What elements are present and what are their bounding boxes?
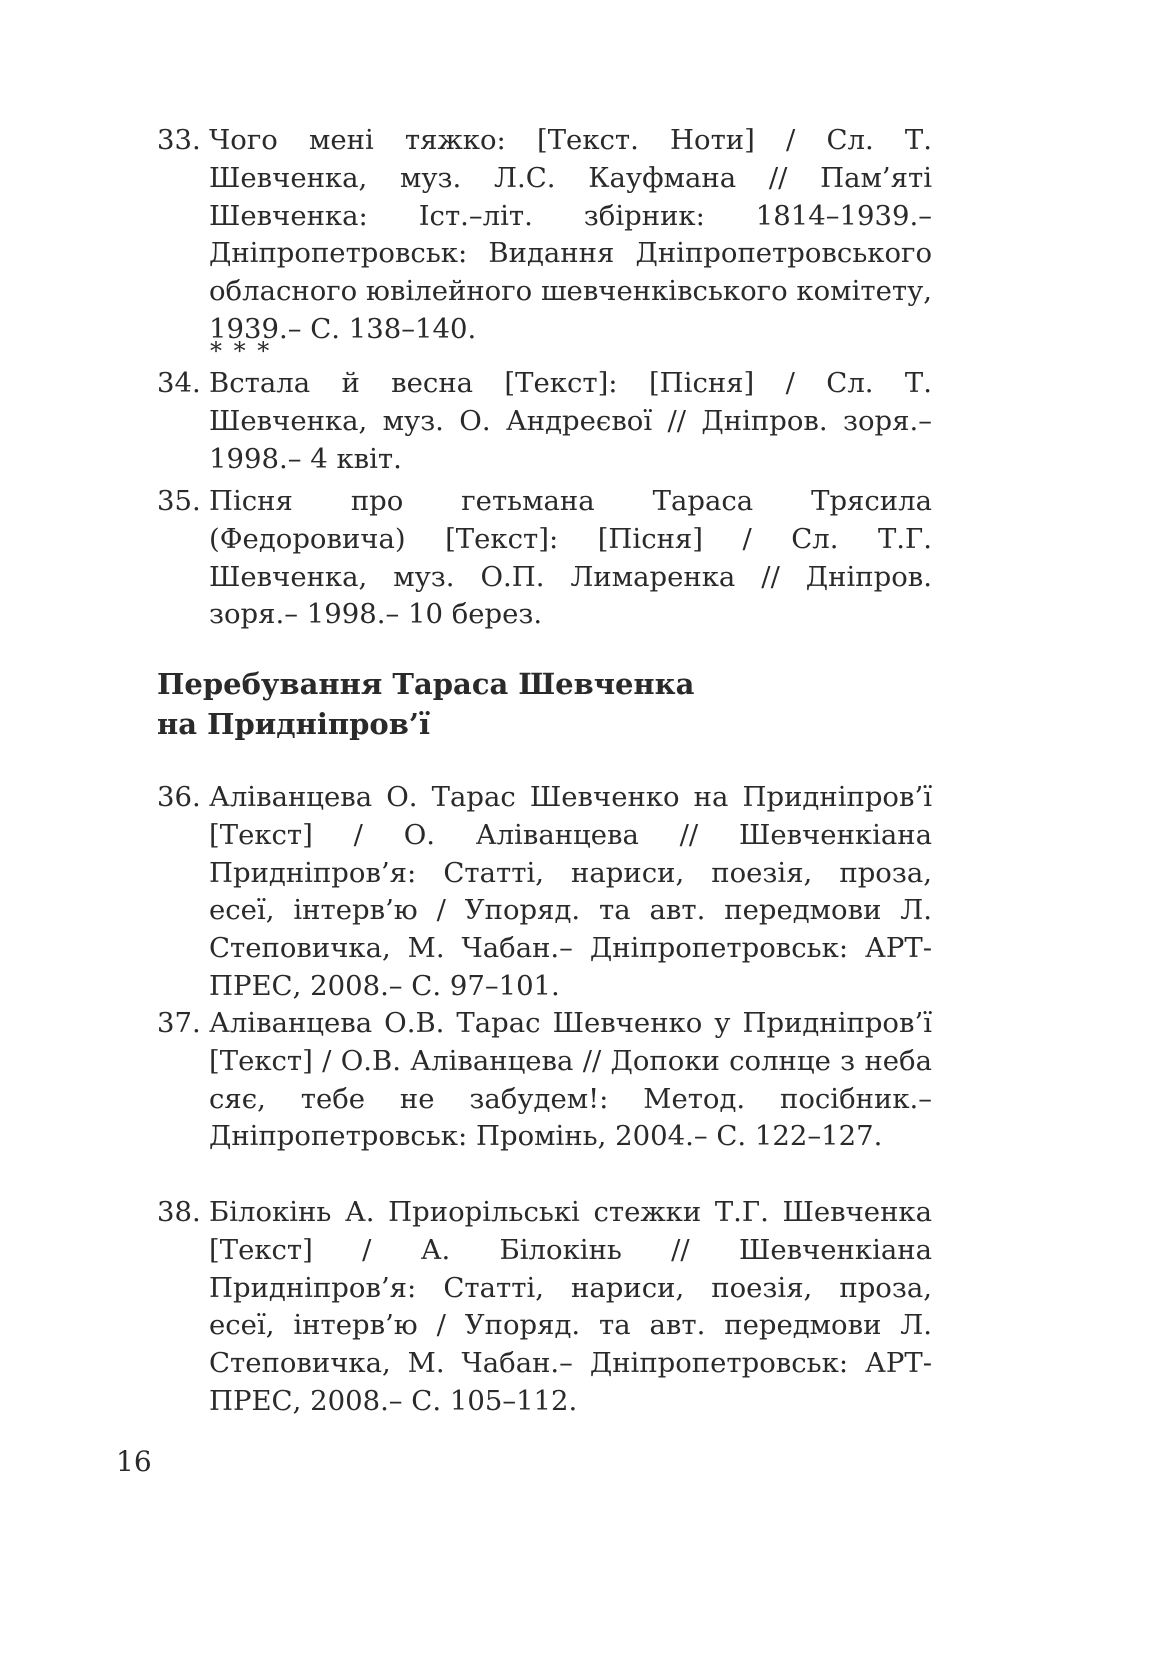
entry-number: 36. bbox=[157, 781, 201, 813]
bibliography-entry-38 bbox=[157, 1194, 932, 1421]
entry-text: Аліванцева О.В. Тарас Шевченко у Придніпров’ї [Текст] / О.В. Аліванцева // Допоки солнце з неба сяє, тебе не забудем!: Метод. посібник.– Дніпропетровськ: Промінь, 2004.– С. 122–127. bbox=[209, 1007, 932, 1153]
bibliography-entry-37 bbox=[157, 1005, 932, 1156]
entry-number: 37. bbox=[157, 1007, 201, 1039]
entry-number: 34. bbox=[157, 367, 201, 399]
entry-text: Білокінь А. Приорільські стежки Т.Г. Шевченка [Текст] / А. Білокінь // Шевченкіана Придніпров’я: Статті, нариси, поезія, проза, есеї, інтерв’ю / Упоряд. та авт. передмови Л. Степовичка, М. Чабан.– Дніпропетровськ: АРТ-ПРЕС, 2008.– С. 105–112. bbox=[209, 1196, 932, 1417]
section-heading-line-2: на Придніпров’ї bbox=[157, 707, 430, 741]
bibliography-entry-34 bbox=[157, 365, 932, 478]
entry-text: Чого мені тяжко: [Текст. Ноти] / Сл. Т. Шевченка, муз. Л.С. Кауфмана // Пам’яті Шевченка: Іст.–літ. збірник: 1814–1939.– Дніпропетровськ: Видання Дніпропетровського обласного ювілейного шевченківського комітету, 1939.– С. 138–140. bbox=[209, 124, 932, 345]
section-heading-line-1: Перебування Тараса Шевченка bbox=[157, 667, 695, 701]
entry-text: Аліванцева О. Тарас Шевченко на Придніпров’ї [Текст] / О. Аліванцева // Шевченкіана Придніпров’я: Статті, нариси, поезія, проза, есеї, інтерв’ю / Упоряд. та авт. передмови Л. Степовичка, М. Чабан.– Дніпропетровськ: АРТ-ПРЕС, 2008.– С. 97–101. bbox=[209, 781, 932, 1002]
entry-text: Пісня про гетьмана Тараса Трясила (Федоровича) [Текст]: [Пісня] / Сл. Т.Г. Шевченка, муз. О.П. Лимаренка // Дніпров. зоря.– 1998.– 10 берез. bbox=[209, 485, 932, 631]
section-separator: * * * bbox=[210, 337, 272, 365]
entry-text: Встала й весна [Текст]: [Пісня] / Сл. Т. Шевченка, муз. О. Андреєвої // Дніпров. зоря.– 1998.– 4 квіт. bbox=[209, 367, 932, 475]
bibliography-entry-35 bbox=[157, 483, 932, 634]
entry-number: 33. bbox=[157, 124, 201, 156]
bibliography-entry-36 bbox=[157, 779, 932, 1006]
entry-number: 38. bbox=[157, 1196, 201, 1228]
bibliography-entry-33 bbox=[157, 122, 932, 349]
section-heading bbox=[157, 664, 932, 744]
page-number: 16 bbox=[116, 1445, 152, 1478]
entry-number: 35. bbox=[157, 485, 201, 517]
